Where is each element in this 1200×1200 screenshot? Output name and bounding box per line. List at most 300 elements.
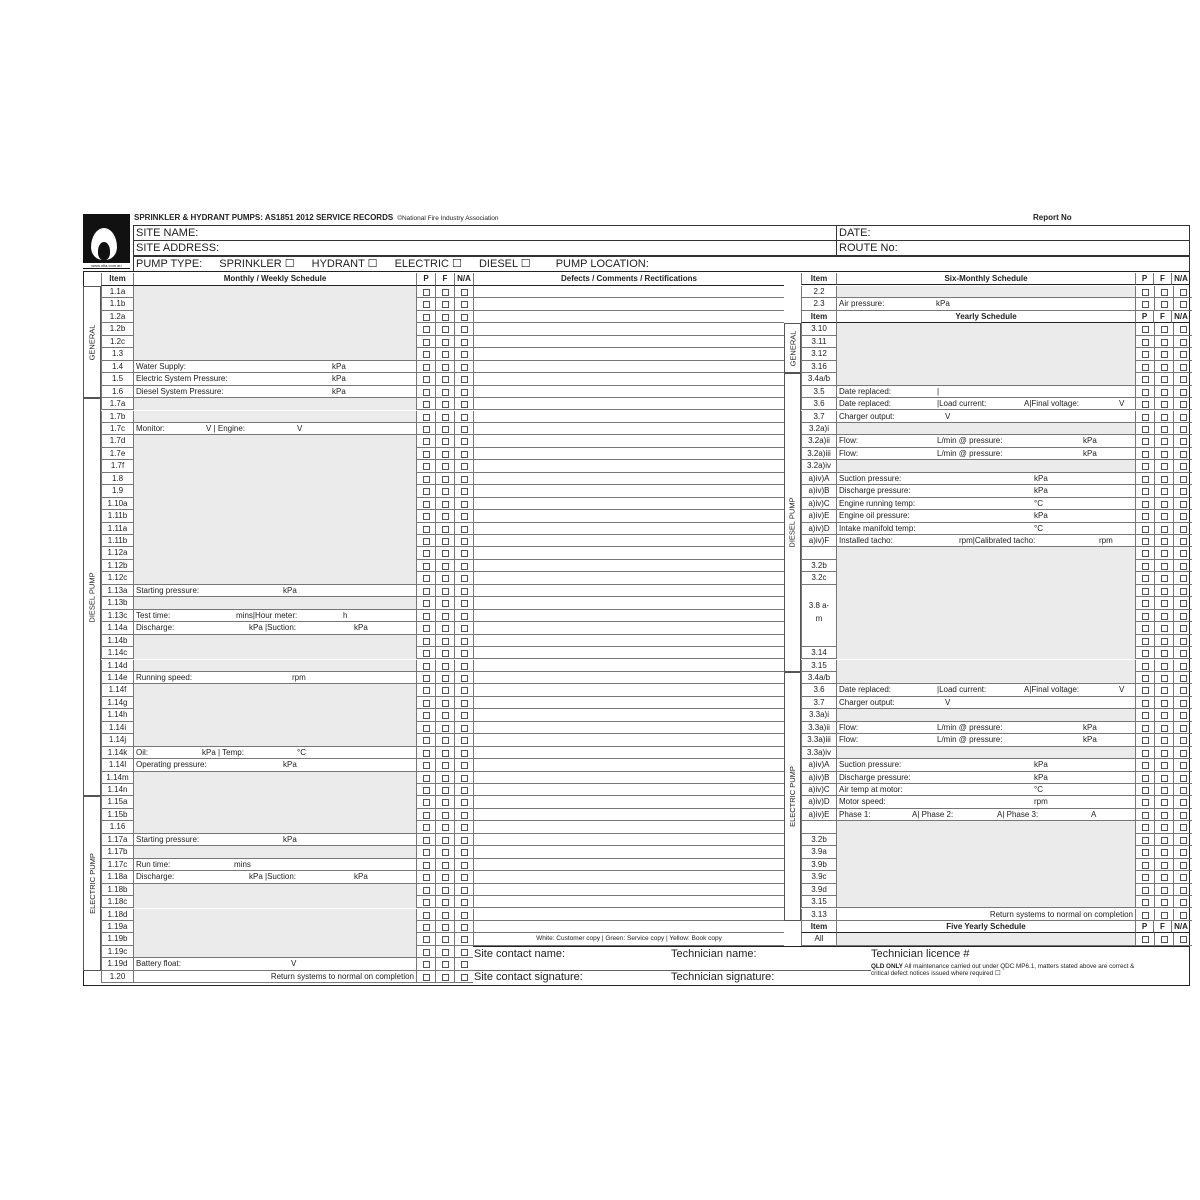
checkbox-cell-f — [1154, 722, 1173, 734]
checkbox-p[interactable] — [1142, 301, 1149, 308]
checkbox-na[interactable] — [1180, 488, 1187, 495]
description-text: Run time: — [136, 859, 171, 869]
description-text: Intake manifold temp: — [839, 523, 916, 533]
checkbox-na[interactable] — [1180, 663, 1187, 670]
checkbox-p[interactable] — [1142, 912, 1149, 919]
description-text: Engine running temp: — [839, 498, 916, 508]
item-number: 3.10 — [801, 323, 836, 335]
checkbox-na[interactable] — [1180, 476, 1187, 483]
checkbox-na[interactable] — [1180, 364, 1187, 371]
item-number: 1.7c — [101, 423, 133, 435]
checkbox-f[interactable] — [1161, 550, 1168, 557]
checkbox-na[interactable] — [1180, 799, 1187, 806]
checkbox-cell-na — [1173, 323, 1192, 335]
checkbox-p[interactable] — [1142, 526, 1149, 533]
checkbox-cell-na — [1173, 473, 1192, 485]
table-row — [0, 361, 1200, 373]
checkbox-p[interactable] — [1142, 663, 1149, 670]
checkbox-cell-p — [1135, 796, 1154, 808]
checkbox-p[interactable] — [1142, 463, 1149, 470]
item-number: 3.13 — [801, 909, 836, 921]
checkbox-cell-p — [1135, 684, 1154, 696]
checkbox-cell-p — [1135, 697, 1154, 709]
checkbox-p[interactable] — [1142, 824, 1149, 831]
checkbox-p[interactable] — [1142, 936, 1149, 943]
checkbox-p[interactable] — [1142, 762, 1149, 769]
checkbox-f[interactable] — [1161, 301, 1168, 308]
checkbox-na[interactable] — [1180, 550, 1187, 557]
site-contact-signature-label[interactable]: Site contact signature: — [474, 971, 583, 983]
checkbox-cell-p — [1135, 672, 1154, 684]
checkbox-na[interactable] — [1180, 389, 1187, 396]
description-text: Flow: — [839, 735, 859, 745]
checkbox-p[interactable] — [1142, 899, 1149, 906]
site-address-field[interactable] — [133, 240, 837, 256]
checkbox-p[interactable] — [1142, 364, 1149, 371]
description-text: Starting pressure: — [136, 585, 200, 595]
checkbox-na[interactable] — [1180, 700, 1187, 707]
checkbox-f[interactable] — [1161, 750, 1168, 757]
checkbox-f[interactable] — [1161, 463, 1168, 470]
checkbox-cell-na — [1173, 585, 1192, 597]
table-row — [0, 846, 1200, 858]
checkbox-p[interactable] — [1142, 414, 1149, 421]
table-row — [0, 523, 1200, 535]
item-number: 3.5 — [801, 386, 836, 398]
checkbox-cell-f — [1154, 734, 1173, 746]
description-cell — [133, 958, 416, 970]
checkbox-cell-p — [1135, 485, 1154, 497]
checkbox-cell-na — [1173, 398, 1192, 410]
checkbox-f[interactable] — [1161, 501, 1168, 508]
item-number: 1.19c — [101, 946, 133, 958]
qld-checkbox-text[interactable]: critical defect notices issued where required ☐ — [871, 970, 1001, 977]
checkbox-cell-f — [1154, 498, 1173, 510]
checkbox-cell-p — [1135, 523, 1154, 535]
checkbox-f[interactable] — [1161, 476, 1168, 483]
description-text: V — [297, 423, 303, 433]
table-row — [0, 747, 1200, 759]
description-cell — [836, 398, 1135, 410]
checkbox-na[interactable] — [1180, 376, 1187, 383]
description-text: |Load current: — [937, 685, 987, 695]
checkbox-p[interactable] — [1142, 451, 1149, 458]
description-text: A — [1091, 809, 1097, 819]
description-text: kPa |Suction: — [249, 623, 296, 633]
checkbox-na[interactable] — [1180, 762, 1187, 769]
description-text: V — [945, 411, 951, 421]
checkbox-na[interactable] — [1180, 737, 1187, 744]
description-cell — [836, 572, 1135, 584]
description-cell — [836, 660, 1135, 672]
checkbox-f[interactable] — [1161, 488, 1168, 495]
checkbox-f[interactable] — [1161, 600, 1168, 607]
checkbox-na[interactable] — [1180, 451, 1187, 458]
qld-text: All maintenance carried out under QDC MP6.1, matters stated above are correct & — [904, 963, 1135, 970]
checkbox-cell-f — [1154, 933, 1173, 945]
checkbox-f[interactable] — [1161, 575, 1168, 582]
technician-licence-label[interactable]: Technician licence # — [871, 948, 970, 960]
checkbox-cell-na — [1173, 909, 1192, 921]
checkbox-cell-na — [1173, 834, 1192, 846]
checkbox-f[interactable] — [1161, 812, 1168, 819]
checkbox-na[interactable] — [1180, 712, 1187, 719]
checkbox-na[interactable] — [1180, 725, 1187, 732]
item-number: 1.19a — [101, 921, 133, 933]
diesel-checkbox[interactable]: DIESEL ☐ — [478, 258, 531, 270]
checkbox-f[interactable] — [1161, 936, 1168, 943]
checkbox-p[interactable] — [1142, 812, 1149, 819]
description-text: kPa — [332, 361, 346, 371]
checkbox-f[interactable] — [1161, 538, 1168, 545]
checkbox-cell-f — [1154, 298, 1173, 310]
checkbox-cell-p — [1135, 448, 1154, 460]
item-number: 3.2a)iii — [801, 448, 836, 460]
checkbox-na[interactable] — [1180, 837, 1187, 844]
checkbox-p[interactable] — [423, 961, 430, 968]
checkbox-p[interactable] — [1142, 737, 1149, 744]
description-cell — [836, 622, 1135, 634]
checkbox-p[interactable] — [1142, 289, 1149, 296]
checkbox-na[interactable] — [1180, 862, 1187, 869]
checkbox-f[interactable] — [1161, 526, 1168, 533]
column-header-schedule: Monthly / Weekly Schedule — [133, 273, 416, 286]
copies-note: White: Customer copy | Green: Service copy | Yellow: Book copy — [473, 933, 784, 945]
description-text: | — [937, 386, 940, 396]
checkbox-f[interactable] — [1161, 289, 1168, 296]
item-number: a)iv)A — [801, 473, 836, 485]
checkbox-f[interactable] — [442, 961, 449, 968]
description-text: V — [1119, 399, 1125, 409]
description-text: V — [945, 697, 951, 707]
checkbox-na[interactable] — [1180, 588, 1187, 595]
section-label-1 — [784, 373, 801, 672]
item-number: 1.1b — [101, 298, 133, 310]
checkbox-f[interactable] — [1161, 339, 1168, 346]
checkbox-p[interactable] — [1142, 339, 1149, 346]
checkbox-f[interactable] — [1161, 414, 1168, 421]
checkbox-f[interactable] — [1161, 687, 1168, 694]
checkbox-cell-p — [1135, 473, 1154, 485]
checkbox-na[interactable] — [1180, 513, 1187, 520]
checkbox-f[interactable] — [1161, 389, 1168, 396]
checkbox-f[interactable] — [1161, 725, 1168, 732]
checkbox-p[interactable] — [1142, 799, 1149, 806]
checkbox-na[interactable] — [1180, 563, 1187, 570]
checkbox-p[interactable] — [1142, 488, 1149, 495]
pump-type-label: PUMP TYPE: — [136, 258, 203, 270]
checkbox-cell-na — [1173, 821, 1192, 833]
checkbox-f[interactable] — [1161, 364, 1168, 371]
checkbox-na[interactable] — [1180, 787, 1187, 794]
checkbox-f[interactable] — [1161, 351, 1168, 358]
checkbox-na[interactable] — [1180, 501, 1187, 508]
checkbox-cell-na — [1173, 535, 1192, 547]
checkbox-cell-na — [1173, 734, 1192, 746]
checkbox-na[interactable] — [461, 949, 468, 956]
column-header-na: N/A — [454, 273, 473, 286]
checkbox-f[interactable] — [1161, 426, 1168, 433]
checkbox-f[interactable] — [442, 949, 449, 956]
checkbox-f[interactable] — [1161, 438, 1168, 445]
checkbox-cell-na — [1173, 610, 1192, 622]
checkbox-f[interactable] — [1161, 563, 1168, 570]
checkbox-na[interactable] — [1180, 824, 1187, 831]
checkbox-na[interactable] — [1180, 638, 1187, 645]
checkbox-f[interactable] — [1161, 451, 1168, 458]
section-label-text: GENERAL — [87, 324, 97, 360]
checkbox-f[interactable] — [1161, 376, 1168, 383]
checkbox-f[interactable] — [1161, 899, 1168, 906]
checkbox-p[interactable] — [1142, 351, 1149, 358]
item-number: 3.7 — [801, 411, 836, 423]
table-row — [0, 273, 1200, 285]
table-row — [0, 734, 1200, 746]
checkbox-f[interactable] — [1161, 401, 1168, 408]
checkbox-p[interactable] — [1142, 326, 1149, 333]
checkbox-cell-p — [1135, 759, 1154, 771]
checkbox-na[interactable] — [1180, 812, 1187, 819]
checkbox-p[interactable] — [1142, 849, 1149, 856]
item-number: a)iv)D — [801, 796, 836, 808]
item-number: 1.14j — [101, 734, 133, 746]
table-row — [0, 448, 1200, 460]
description-cell — [836, 547, 1135, 559]
technician-signature-label[interactable]: Technician signature: — [671, 971, 775, 983]
checkbox-p[interactable] — [1142, 476, 1149, 483]
description-cell — [836, 448, 1135, 460]
description-text: h — [343, 610, 348, 620]
checkbox-f[interactable] — [1161, 613, 1168, 620]
checkbox-f[interactable] — [1161, 787, 1168, 794]
checkbox-f[interactable] — [1161, 712, 1168, 719]
description-text: Charger output: — [839, 411, 895, 421]
column-header-schedule: Five Yearly Schedule — [836, 921, 1135, 933]
checkbox-na[interactable] — [1180, 874, 1187, 881]
checkbox-p[interactable] — [1142, 501, 1149, 508]
checkbox-f[interactable] — [1161, 663, 1168, 670]
checkbox-p[interactable] — [1142, 538, 1149, 545]
checkbox-p[interactable] — [1142, 513, 1149, 520]
checkbox-cell-f — [1154, 859, 1173, 871]
checkbox-cell-f — [1154, 660, 1173, 672]
checkbox-na[interactable] — [1180, 463, 1187, 470]
hydrant-checkbox[interactable]: HYDRANT ☐ — [311, 258, 378, 270]
checkbox-p[interactable] — [1142, 438, 1149, 445]
description-text: V — [291, 959, 297, 969]
checkbox-na[interactable] — [1180, 912, 1187, 919]
item-number: 3.12 — [801, 348, 836, 360]
checkbox-p[interactable] — [1142, 687, 1149, 694]
checkbox-cell-f — [1154, 336, 1173, 348]
checkbox-na[interactable] — [1180, 687, 1187, 694]
table-row — [0, 323, 1200, 335]
table-row — [0, 411, 1200, 423]
checkbox-f[interactable] — [1161, 874, 1168, 881]
checkbox-cell-na — [1173, 896, 1192, 908]
checkbox-cell-f — [1154, 485, 1173, 497]
checkbox-p[interactable] — [1142, 613, 1149, 620]
copyright: ©National Fire Industry Association — [397, 215, 499, 222]
checkbox-f[interactable] — [1161, 799, 1168, 806]
checkbox-f[interactable] — [1161, 824, 1168, 831]
checkbox-na[interactable] — [1180, 575, 1187, 582]
description-cell — [836, 834, 1135, 846]
checkbox-f[interactable] — [1161, 700, 1168, 707]
checkbox-na[interactable] — [1180, 301, 1187, 308]
checkbox-cell-f — [1154, 585, 1173, 597]
table-row — [0, 697, 1200, 709]
checkbox-na[interactable] — [1180, 625, 1187, 632]
checkbox-p[interactable] — [1142, 650, 1149, 657]
checkbox-f[interactable] — [1161, 513, 1168, 520]
table-row — [0, 871, 1200, 883]
checkbox-f[interactable] — [1161, 625, 1168, 632]
description-text: kPa |Suction: — [249, 872, 296, 882]
checkbox-na[interactable] — [1180, 538, 1187, 545]
checkbox-p[interactable] — [1142, 700, 1149, 707]
checkbox-na[interactable] — [1180, 326, 1187, 333]
checkbox-f[interactable] — [1161, 912, 1168, 919]
checkbox-na[interactable] — [1180, 849, 1187, 856]
checkbox-p[interactable] — [1142, 675, 1149, 682]
checkbox-f[interactable] — [1161, 837, 1168, 844]
checkbox-f[interactable] — [1161, 650, 1168, 657]
checkbox-p[interactable] — [1142, 588, 1149, 595]
checkbox-f[interactable] — [1161, 849, 1168, 856]
item-number: 3.9d — [801, 884, 836, 896]
checkbox-p[interactable] — [1142, 837, 1149, 844]
checkbox-cell-na — [1173, 510, 1192, 522]
item-number: 1.18c — [101, 896, 133, 908]
checkbox-na[interactable] — [1180, 936, 1187, 943]
description-text: L/min @ pressure: — [937, 448, 1003, 458]
description-text: V — [1119, 685, 1125, 695]
date-field[interactable] — [836, 225, 1190, 241]
description-text: kPa — [283, 760, 297, 770]
description-text: Air temp at motor: — [839, 785, 903, 794]
route-no-field[interactable] — [836, 240, 1190, 256]
checkbox-na[interactable] — [1180, 426, 1187, 433]
description-cell — [836, 286, 1135, 298]
checkbox-na[interactable] — [1180, 750, 1187, 757]
checkbox-cell-f — [1154, 423, 1173, 435]
description-text: Engine oil pressure: — [839, 511, 910, 521]
checkbox-p[interactable] — [1142, 725, 1149, 732]
checkbox-na[interactable] — [1180, 887, 1187, 894]
checkbox-p[interactable] — [1142, 600, 1149, 607]
checkbox-na[interactable] — [1180, 600, 1187, 607]
description-cell — [836, 709, 1135, 721]
table-row — [0, 909, 1200, 921]
checkbox-p[interactable] — [1142, 750, 1149, 757]
checkbox-na[interactable] — [1180, 526, 1187, 533]
checkbox-p[interactable] — [1142, 712, 1149, 719]
site-contact-name-label[interactable]: Site contact name: — [474, 948, 566, 960]
checkbox-p[interactable] — [1142, 625, 1149, 632]
item-number: 3.9b — [801, 859, 836, 871]
description-cell — [836, 348, 1135, 360]
table-row — [0, 510, 1200, 522]
description-text: °C — [1034, 498, 1043, 508]
checkbox-f[interactable] — [1161, 737, 1168, 744]
checkbox-f[interactable] — [1161, 326, 1168, 333]
checkbox-p[interactable] — [1142, 389, 1149, 396]
table-row — [0, 423, 1200, 435]
checkbox-na[interactable] — [1180, 401, 1187, 408]
checkbox-p[interactable] — [1142, 887, 1149, 894]
checkbox-na[interactable] — [461, 961, 468, 968]
checkbox-na[interactable] — [1180, 613, 1187, 620]
table-row — [0, 709, 1200, 721]
checkbox-f[interactable] — [1161, 862, 1168, 869]
checkbox-p[interactable] — [1142, 874, 1149, 881]
description-cell — [836, 772, 1135, 784]
table-row — [0, 498, 1200, 510]
checkbox-f[interactable] — [1161, 775, 1168, 782]
item-number: 1.7d — [101, 435, 133, 447]
checkbox-na[interactable] — [1180, 339, 1187, 346]
description-text: kPa — [354, 872, 368, 882]
description-text: Oil: — [136, 747, 148, 757]
description-text: Discharge: — [136, 623, 175, 633]
description-text: Battery float: — [136, 959, 181, 969]
checkbox-f[interactable] — [1161, 638, 1168, 645]
checkbox-p[interactable] — [1142, 862, 1149, 869]
description-text: Date replaced: — [839, 685, 892, 695]
checkbox-p[interactable] — [1142, 638, 1149, 645]
section-label-2 — [784, 672, 801, 921]
checkbox-p[interactable] — [1142, 401, 1149, 408]
checkbox-p[interactable] — [1142, 376, 1149, 383]
checkbox-na[interactable] — [1180, 414, 1187, 421]
table-row — [0, 647, 1200, 659]
checkbox-p[interactable] — [423, 974, 430, 981]
checkbox-p[interactable] — [1142, 426, 1149, 433]
column-header-p: P — [1135, 311, 1153, 323]
checkbox-na[interactable] — [1180, 775, 1187, 782]
table-row — [0, 286, 1200, 298]
checkbox-f[interactable] — [1161, 588, 1168, 595]
site-name-field[interactable] — [133, 225, 837, 241]
checkbox-na[interactable] — [1180, 351, 1187, 358]
item-number: 3.2c — [801, 572, 836, 584]
checkbox-p[interactable] — [1142, 550, 1149, 557]
checkbox-na[interactable] — [1180, 899, 1187, 906]
checkbox-na[interactable] — [461, 974, 468, 981]
electric-checkbox[interactable]: ELECTRIC ☐ — [394, 258, 462, 270]
checkbox-f[interactable] — [442, 974, 449, 981]
checkbox-p[interactable] — [1142, 575, 1149, 582]
checkbox-na[interactable] — [1180, 675, 1187, 682]
checkbox-p[interactable] — [1142, 775, 1149, 782]
item-number: 1.4 — [101, 361, 133, 373]
checkbox-na[interactable] — [1180, 650, 1187, 657]
checkbox-f[interactable] — [1161, 762, 1168, 769]
technician-name-label[interactable]: Technician name: — [671, 948, 757, 960]
checkbox-p[interactable] — [1142, 787, 1149, 794]
checkbox-na[interactable] — [1180, 438, 1187, 445]
checkbox-p[interactable] — [423, 949, 430, 956]
checkbox-na[interactable] — [1180, 289, 1187, 296]
sprinkler-checkbox[interactable]: SPRINKLER ☐ — [219, 258, 295, 270]
description-cell — [836, 784, 1135, 796]
checkbox-p[interactable] — [1142, 563, 1149, 570]
checkbox-f[interactable] — [1161, 675, 1168, 682]
checkbox-cell-na — [1173, 286, 1192, 298]
checkbox-f[interactable] — [1161, 887, 1168, 894]
description-cell — [836, 323, 1135, 335]
